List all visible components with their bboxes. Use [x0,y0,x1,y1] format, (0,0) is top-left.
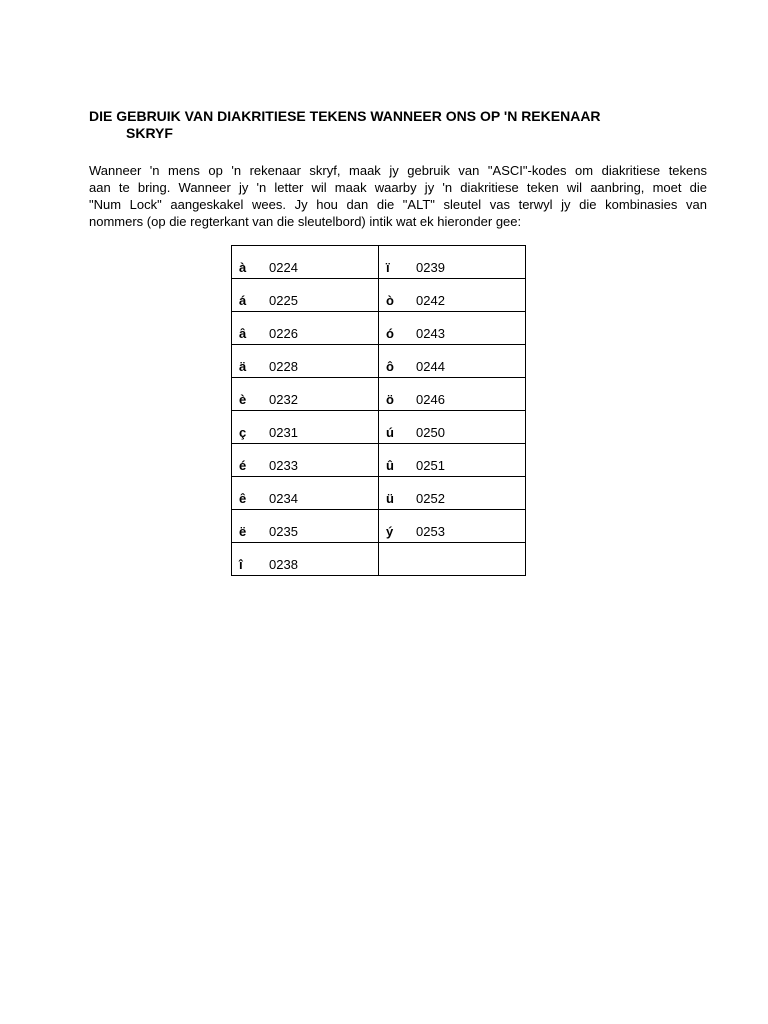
diacritic-character: ö [386,392,394,407]
alt-code: 0251 [416,458,445,473]
diacritic-character: á [239,293,247,308]
alt-code: 0226 [269,326,298,341]
left-cell [232,510,379,543]
left-cell [232,411,379,444]
diacritic-character: û [386,458,394,473]
diacritic-character: ü [386,491,394,506]
table-row [232,312,526,345]
heading-line-2: SKRYF [126,125,173,141]
alt-code: 0233 [269,458,298,473]
right-cell [379,345,526,378]
diacritic-character: ò [386,293,394,308]
right-cell [379,477,526,510]
diacritic-character: â [239,326,247,341]
right-cell [379,312,526,345]
intro-line: aan te bring. Wanneer jy 'n letter wil maak waarby jy 'n diakritiese teken wil aanbring, moet die [89,180,707,195]
left-cell [232,477,379,510]
table-row [232,345,526,378]
heading-line-1: DIE GEBRUIK VAN DIAKRITIESE TEKENS WANNEER ONS OP 'N REKENAAR [89,108,601,124]
intro-line: "Num Lock" aangeskakel wees. Jy hou dan die "ALT" sleutel vas terwyl jy die kombinasies van [89,197,707,212]
table-row [232,279,526,312]
alt-code: 0239 [416,260,445,275]
table-row [232,510,526,543]
alt-code: 0224 [269,260,298,275]
left-cell [232,279,379,312]
alt-code: 0250 [416,425,445,440]
alt-code: 0246 [416,392,445,407]
intro-line: Wanneer 'n mens op 'n rekenaar skryf, maak jy gebruik van "ASCI"-kodes om diakritiese tekens [89,163,707,178]
left-cell [232,246,379,279]
intro-paragraph [89,162,707,230]
alt-code: 0238 [269,557,298,572]
right-cell [379,246,526,279]
right-cell [379,411,526,444]
alt-code: 0234 [269,491,298,506]
left-cell [232,543,379,576]
right-cell [379,279,526,312]
left-cell [232,444,379,477]
intro-line: nommers (op die regterkant van die sleutelbord) intik wat ek hieronder gee: [89,214,522,229]
diacritic-character: ú [386,425,394,440]
right-cell [379,510,526,543]
alt-code: 0232 [269,392,298,407]
diacritic-character: ä [239,359,247,374]
diacritic-character: é [239,458,247,473]
diacritic-character: î [239,557,243,572]
table-row [232,444,526,477]
diacritic-character: ê [239,491,247,506]
alt-code: 0231 [269,425,298,440]
right-cell [379,543,526,576]
diacritic-character: ó [386,326,394,341]
right-cell [379,444,526,477]
table-row [232,411,526,444]
alt-code: 0235 [269,524,298,539]
alt-code: 0244 [416,359,445,374]
alt-code: 0225 [269,293,298,308]
left-cell [232,378,379,411]
diacritic-character: ë [239,524,247,539]
alt-code-table [231,245,526,576]
diacritic-character: ý [386,524,394,539]
alt-code: 0253 [416,524,445,539]
alt-code: 0242 [416,293,445,308]
left-cell [232,312,379,345]
alt-code: 0228 [269,359,298,374]
diacritic-character: ï [386,260,390,275]
diacritic-character: è [239,392,247,407]
table-row [232,543,526,576]
diacritic-character: à [239,260,247,275]
alt-code: 0252 [416,491,445,506]
alt-code: 0243 [416,326,445,341]
table-row [232,477,526,510]
table-row [232,378,526,411]
left-cell [232,345,379,378]
table-row [232,246,526,279]
diacritic-character: ô [386,359,394,374]
diacritic-character: ç [239,425,247,440]
document-heading [89,108,689,142]
right-cell [379,378,526,411]
